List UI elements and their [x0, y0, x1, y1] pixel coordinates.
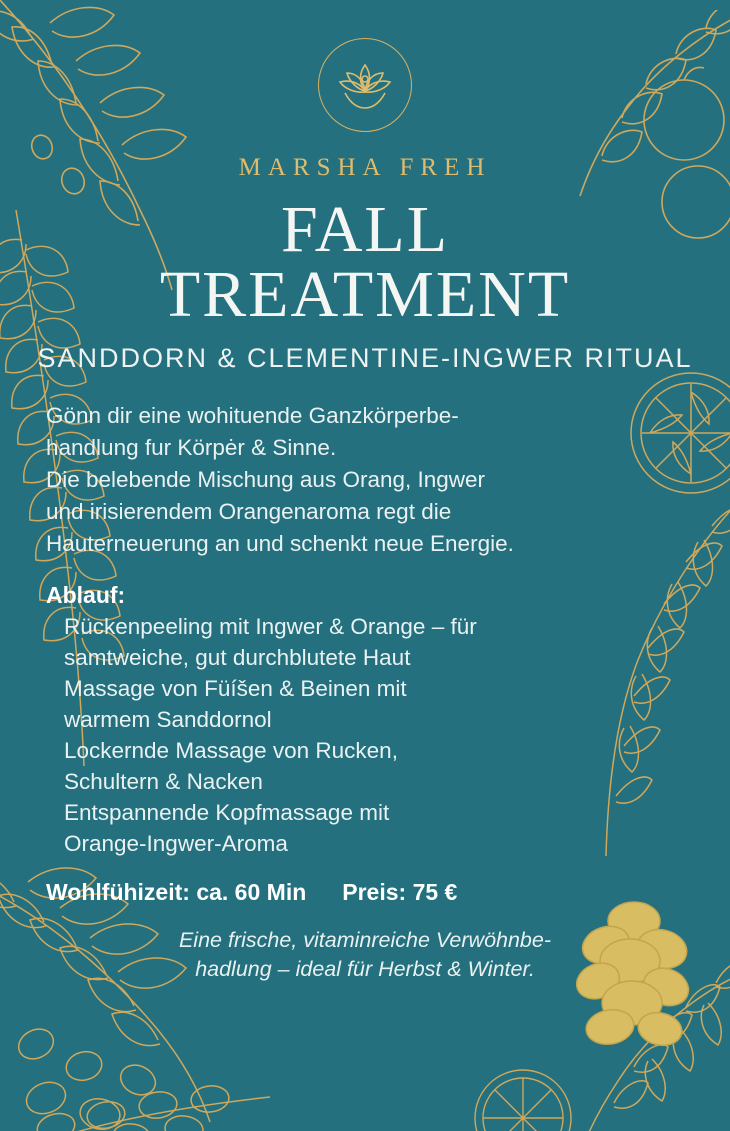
intro-line: Hauterneuerung an und schenkt neue Energie.: [46, 530, 514, 556]
title-line-2: TREATMENT: [159, 257, 571, 331]
title-line-1: FALL: [280, 193, 450, 266]
intro-line: handlung fur Körpėr & Sinne.: [46, 434, 337, 460]
footnote-line: hadlung – ideal für Herbst & Winter.: [195, 956, 535, 981]
intro-paragraph: [36, 400, 694, 560]
lotus-flower-icon: [337, 59, 393, 111]
list-item: Lockernde Massage von Rucken,: [64, 737, 398, 763]
citrus-slice-icon: [458, 1053, 588, 1131]
list-item: Orange-Ingwer-Aroma: [64, 830, 288, 856]
brand-name: MARSHA FREH: [238, 154, 492, 181]
intro-line: Die belebende Mischung aus Orang, Ingwer: [46, 466, 486, 492]
duration-label: Wohlfühizeit: ca. 60 Min: [46, 878, 307, 905]
list-item: Entspannende Kopfmassage mit: [64, 799, 390, 825]
footnote-line: Eine frische, vitaminreiche Verwöhnbe-: [178, 927, 552, 952]
logo: [36, 38, 694, 132]
intro-line: und irisierendem Orangenaroma regt die: [46, 498, 452, 524]
list-item: samtweiche, gut durchblutete Haut: [64, 644, 411, 670]
intro-line: Gönn dir eine wohituende Ganzkörperbe-: [46, 402, 459, 428]
list-item: Rückenpeeling mit Ingwer & Orange – für: [64, 613, 477, 639]
subtitle: [36, 341, 694, 376]
procedure-steps: [36, 611, 694, 859]
footnote: [36, 926, 694, 984]
logo-circle: [318, 38, 412, 132]
page-title: [36, 193, 694, 331]
price-label: Preis: 75 €: [342, 878, 458, 905]
procedure-heading: Ablauf:: [46, 581, 126, 608]
list-item: Massage von Füíšen & Beinen mit: [64, 675, 407, 701]
list-item: warmem Sanddornol: [64, 706, 272, 732]
list-item: Schultern & Nacken: [64, 768, 263, 794]
treatment-meta: [36, 879, 694, 906]
olive-branch-icon: [20, 1031, 280, 1131]
subtitle-text: SANDDORN & CLEMENTINE-INGWER RITUAL: [37, 343, 693, 374]
